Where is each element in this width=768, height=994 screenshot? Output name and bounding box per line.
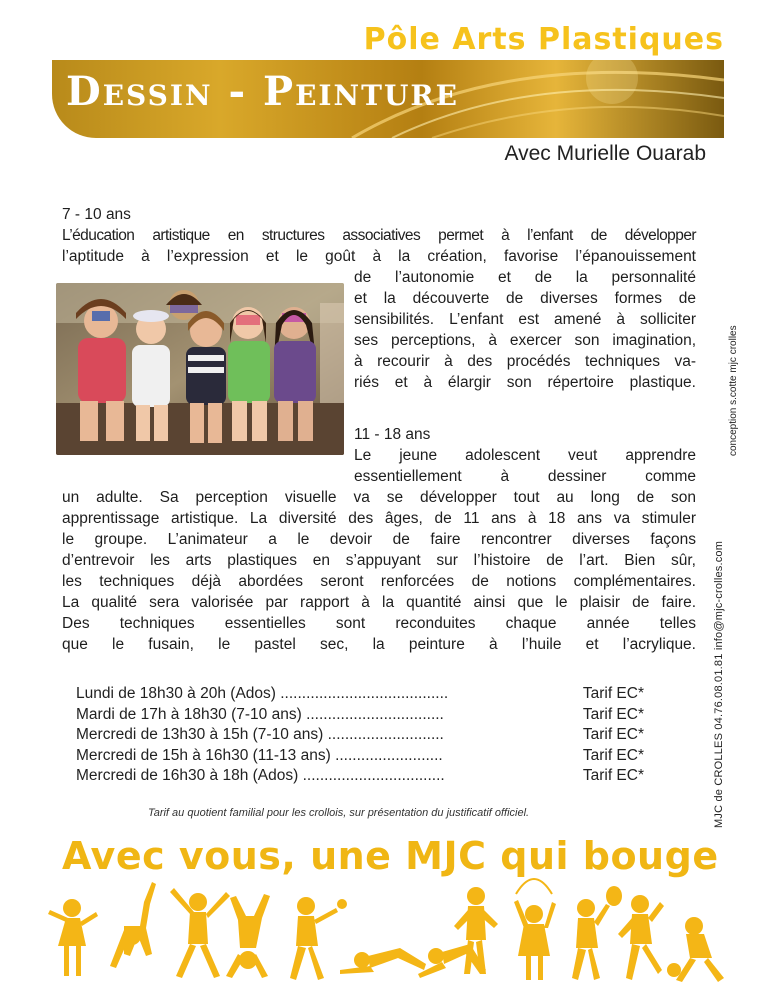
paragraph-line: essentiellement à dessiner comme [354, 468, 696, 485]
schedule-row [76, 725, 644, 746]
design-credit: conception s.cotte mjc crolles [728, 325, 739, 456]
schedule-price: Tarif EC* [582, 705, 644, 723]
paragraph-line: les techniques déjà abordées seront renforcées de notions complémentaires. [62, 573, 696, 590]
title-banner [52, 60, 724, 138]
paragraph-line: de l’autonomie et de la personnalité [354, 269, 696, 286]
schedule-slot: Lundi de 18h30 à 20h (Ados) ....................................... [76, 685, 449, 702]
schedule-row [76, 684, 644, 705]
schedule-slot: Mercredi de 13h30 à 15h (7-10 ans) ........................... [76, 726, 444, 743]
paragraph-line: apprentissage artistique. La diversité des âges, de 11 ans à 18 ans va stimuler [62, 510, 696, 527]
schedule-row [76, 705, 644, 726]
paragraph-line: un adulte. Sa perception visuelle va se développer tout au long de son [62, 489, 696, 506]
paragraph-line: à recourir à des procédés techniques va- [354, 353, 696, 370]
paragraph-line: d’entrevoir les arts plastiques en s’appuyant sur l’histoire de l’art. Bien sûr, [62, 552, 696, 569]
page-title: Dessin - Peinture [66, 68, 459, 115]
paragraph-line: Des techniques essentielles sont reconduites chaque année telles [62, 615, 696, 632]
paragraph-line: L’éducation artistique en structures associatives permet à l’enfant de développer [62, 227, 696, 244]
paragraph-line: et la découverte de diverses formes de [354, 290, 696, 307]
schedule-price: Tarif EC* [582, 685, 644, 702]
children-photo [56, 283, 344, 455]
age-heading-teen: 11 - 18 ans [354, 426, 431, 443]
paragraph-line: le groupe. L’animateur a le devoir de faire rencontrer diverses façons [62, 531, 696, 548]
kids-silhouettes-decoration [40, 874, 730, 989]
schedule-price: Tarif EC* [582, 746, 644, 764]
paragraph-line: riés et à élargir son répertoire plastique. [354, 374, 696, 391]
schedule-slot: Mercredi de 15h à 16h30 (11-13 ans) ......................... [76, 746, 443, 764]
paragraph-line: Le jeune adolescent veut apprendre [354, 447, 696, 464]
schedule-row [76, 766, 644, 787]
paragraph-line: sensibilités. L’enfant est amené à solliciter [354, 311, 696, 328]
schedule-price: Tarif EC* [582, 767, 644, 784]
age-heading-young: 7 - 10 ans [62, 206, 131, 223]
pole-title: Pôle Arts Plastiques [363, 22, 724, 57]
instructor-name: Avec Murielle Ouarab [504, 142, 706, 165]
paragraph-line: ses perceptions, à exercer son imagination, [354, 332, 696, 349]
tarif-footnote: Tarif au quotient familial pour les crollois, sur présentation du justificatif officiel. [148, 807, 530, 819]
contact-info: MJC de CROLLES 04.76.08.01.81 info@mjc-crolles.com [713, 540, 725, 828]
schedule-price: Tarif EC* [582, 726, 644, 743]
paragraph-line: que le fusain, le pastel sec, la peinture à l’huile et l’acrylique. [62, 636, 696, 653]
paragraph-line: La qualité sera valorisée par rapport à la quantité ainsi que le plaisir de faire. [62, 594, 696, 611]
slogan: Avec vous, une MJC qui bouge [62, 834, 719, 878]
paragraph-line: l’aptitude à l’expression et le goût à la création, favorise l’épanouissement [62, 248, 696, 265]
schedule-slot: Mardi de 17h à 18h30 (7-10 ans) ................................ [76, 705, 444, 723]
schedule-slot: Mercredi de 16h30 à 18h (Ados) ................................. [76, 767, 445, 784]
schedule-row [76, 746, 644, 767]
schedule-list [76, 684, 644, 787]
